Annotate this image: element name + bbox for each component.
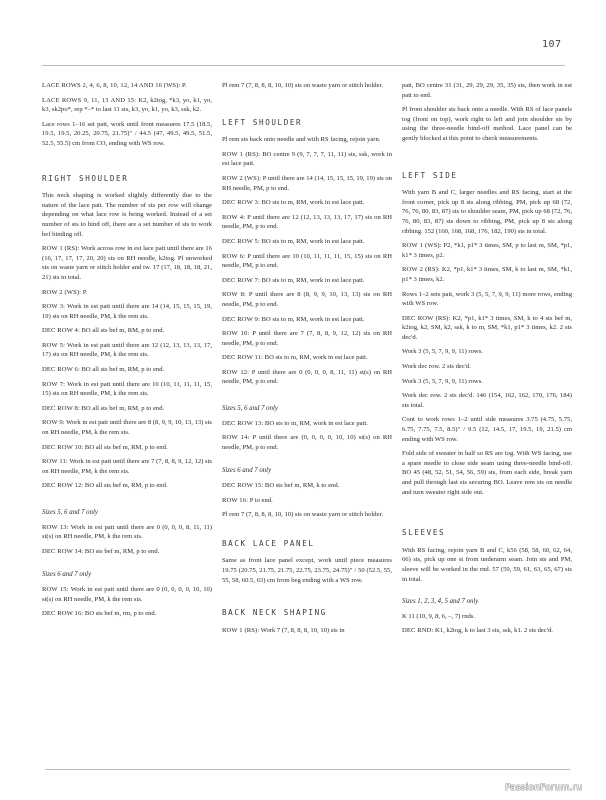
- instruction-row: ROW 8: P until there are 8 (8, 9, 9, 10, 13, 13) sts on RH needle, PM, p to end.: [222, 291, 392, 308]
- instruction-row: DEC ROW 14: BO sts bef m, RM, p to end.: [42, 547, 160, 555]
- instruction-row: DEC ROW 9: BO sts to m, RM, work in est lace patt.: [222, 315, 365, 323]
- rows-1-2-patt: Rows 1–2 sets patt, work 3 (5, 5, 7, 9, 9, 11) more rows, ending with WS row.: [402, 290, 572, 308]
- heading-sleeves: SLEEVES: [402, 528, 446, 538]
- instruction-row: DEC ROW 7: BO sts to m, RM, work in est lace patt.: [222, 276, 365, 284]
- lace-rows-summary: Lace rows 1–16 set patt, work until front measures 17.5 (18.5, 19.5, 19.5, 20.25, 20.75, 21.75)" / 44.5 (47, 49.5, 49.5, 51.5, 52.5, 55.5) cm from CO, ending with WS row.: [42, 120, 212, 147]
- instruction-row: ROW 2 (WS): P.: [42, 288, 88, 296]
- heading-left-side: LEFT SIDE: [402, 170, 458, 180]
- instruction-row: ROW 7: Work in est patt until there are 10 (10, 11, 11, 11, 15, 15) sts on RH needle, PM, k the rem sts.: [42, 380, 212, 398]
- instruction-row: DEC ROW 15: BO sts bef m, RM, k to end.: [222, 482, 340, 490]
- right-shoulder-intro: This neck shaping is worked slightly differently due to the nature of the lace patt. The number of sts per row will change depending on what lace row is being worked. Instead of a set number of sts to bind off, there are a set number of sts to work bef binding off.: [42, 192, 212, 238]
- instruction-row: ROW 9: Work in est patt until there are 8 (8, 9, 9, 10, 13, 13) sts on RH needle, PM, k the rem sts.: [42, 419, 212, 437]
- watermark: PassionForum.ru: [505, 783, 583, 793]
- instruction-row: DEC RND: K1, k2tog, k to last 3 sts, ssk, k1. 2 sts dec'd.: [402, 627, 553, 635]
- instruction-row: ROW 11: Work in est patt until there are 7 (7, 8, 8, 9, 12, 12) sts on RH needle, PM, k the rem sts.: [42, 458, 212, 475]
- subheading-sizes-5-6-7: Sizes 5, 6 and 7 only: [222, 405, 278, 413]
- instruction-row: DEC ROW 5: BO sts to m, RM, work in est lace patt.: [222, 237, 365, 245]
- instruction-row: ROW 1 (RS): BO centre 9 (9, 7, 7, 7, 11, 11) sts, ssk, work in est lace patt.: [222, 150, 392, 168]
- left-shoulder-intro: Pl rem sts back onto needle and with RS facing, rejoin yarn.: [222, 136, 381, 144]
- heading-right-shoulder: RIGHT SHOULDER: [42, 173, 129, 183]
- subheading-sizes-6-7: Sizes 6 and 7 only: [42, 571, 92, 579]
- instruction-row: DEC ROW 11: BO sts to m, RM, work in est lace patt.: [222, 354, 368, 362]
- instruction-row: ROW 2 (WS): P until there are 14 (14, 15, 15, 15, 19, 19) sts on RH needle, PM, p to end.: [222, 174, 392, 192]
- instruction-row: ROW 2 (RS): K2, *p1, k1* 3 times, SM, k to last m, SM, *k1, p1* 3 times, k2.: [402, 266, 573, 283]
- instruction-row: DEC ROW 10: BO all sts bef m, RM, p to end.: [42, 443, 168, 451]
- heading-left-shoulder: LEFT SHOULDER: [222, 117, 303, 127]
- subheading-sizes-1-2-3-4-5-7: Sizes 1, 2, 3, 4, 5 and 7 only: [402, 598, 479, 606]
- heading-back-lace-panel: BACK LACE PANEL: [222, 538, 315, 548]
- column-2: [222, 81, 392, 640]
- work-rows: Work 3 (5, 5, 7, 9, 9, 11) rows.: [402, 377, 483, 385]
- work-rows: Work 3 (5, 5, 7, 9, 9, 11) rows.: [402, 348, 483, 356]
- instruction-row: ROW 1 (RS): Work 7 (7, 8, 8, 8, 10, 10) sts in: [222, 626, 345, 634]
- subheading-sizes-5-6-7: Sizes 5, 6 and 7 only: [42, 509, 98, 516]
- instruction-row: DEC ROW 4: BO all sts bef m, RM, p to end.: [42, 327, 165, 335]
- lace-rows-even: LACE ROWS 2, 4, 6, 8, 10, 12, 14 AND 16 (WS): P.: [42, 82, 187, 89]
- instruction-row: ROW 1 (WS): P2, *k1, p1* 3 times, SM, p to last m, SM, *p1, k1* 3 times, p2.: [402, 242, 572, 259]
- knit-rounds: K 11 (10, 9, 8, 6, –, 7) rnds.: [402, 612, 476, 620]
- place-remaining-sts: Pl rem 7 (7, 8, 8, 8, 10, 10) sts on waste yarn or stitch holder.: [222, 82, 383, 89]
- sleeves-intro: With RS facing, rejoin yarn B and C, k56 (58, 58, 60, 62, 64, 66) sts, pick up one st from underarm seam. Join sts and PM, sleeve will be worked in the rnd. 57 (59, 59, 61, 63, 65, 67) sts in total.: [402, 546, 572, 583]
- work-dec-row: Work dec row. 2 sts dec'd.: [402, 363, 471, 371]
- instruction-row: ROW 4: P until there are 12 (12, 13, 13, 13, 17, 17) sts on RH needle, PM, p to end.: [222, 213, 392, 231]
- lace-rows-odd: LACE ROWS 9, 11, 13 AND 15: K2, k2tog, *k3, yo, k1, yo, k3, sk2po*, rep *–* to last 11 sts, k3, yo, k1, yo, k3, ssk, k2.: [42, 96, 213, 114]
- instruction-row: ROW 13: Work in est patt until there are 0 (0, 0, 0, 8, 11, 11) st(s) on RH needle, PM, k the rem sts.: [42, 523, 212, 541]
- column-3: [402, 81, 572, 641]
- instruction-row: DEC ROW 8: BO all sts bef m, RM, p to end.: [42, 404, 165, 412]
- back-lace-panel-text: Same as front lace panel except, work until piece measures 19.75 (20.75, 21.75, 21.75, 22.75, 23.75, 24.75)" / 50 (52.5, 55, 55, 58, 60.5, 63) cm from beg ending with a WS row.: [222, 557, 392, 584]
- bottom-rule: [45, 769, 570, 770]
- instruction-row: ROW 15: Work in est patt until there are 0 (0, 0, 0, 0, 10, 10) st(s) on RH needle, PM, k the rem sts.: [42, 585, 212, 603]
- instruction-row: ROW 1 (RS): Work across row in est lace patt until there are 16 (16, 17, 17, 17, 20, 20) sts on RH needle, k2tog. Pl unworked sts on waste yarn or stitch holder and tw. 17 (17, 18, 18, 18, 21, 21) sts in total.: [42, 245, 213, 281]
- continue-rows: Cont to work rows 1–2 until side measures 3.75 (4.75, 5.75, 6.75, 7.75, 7.5, 8.5)" / 9.5 (12, 14.5, 17, 19.5, 19, 21.5) cm ending with WS row.: [402, 416, 572, 443]
- left-side-intro: With yarn B and C, larger needles and RS facing, start at the front corner, pick up 8 sts along ribbing, PM, pick up 68 (72, 76, 76, 80, 83, 87) sts to shoulder seam, PM, pick up 68 (72, 76, 76, 80, 83, 87) sts down to ribbing, PM, pick up 8 sts along ribbing. 152 (160, 168, 168, 176, 182, 190) sts in total.: [402, 189, 572, 235]
- instruction-row: DEC ROW 16: BO sts bef m, rm, p to end.: [42, 610, 157, 618]
- fold-side: Fold side of sweater in half so RS are tog. With WS facing, use a spare needle to close side seam using three-needle bind-off. BO 45 (48, 52, 51, 54, 56, 59) sts, from each side, break yarn and pull through last sts securing BO. Leave rem sts on needle and turn sweater right side out.: [402, 450, 572, 496]
- column-1: [42, 81, 212, 624]
- instruction-row: DEC ROW 3: BO sts to m, RM, work in est lace patt.: [222, 199, 365, 207]
- top-rule: [42, 65, 565, 66]
- instruction-row: DEC ROW 6: BO all sts bef m, RM, p to end.: [42, 366, 165, 374]
- join-shoulders: Pl front shoulder sts back onto a needle. With RS of lace panels tog (front on top), work right to left and join shoulder sts by using the three-needle bind-off method. Lace panel can be gently blocked at this point to check measurements.: [402, 106, 572, 142]
- heading-back-neck-shaping: BACK NECK SHAPING: [222, 608, 327, 618]
- instruction-row: ROW 3: Work in est patt until there are 14 (14, 15, 15, 15, 19, 19) sts on RH needle, PM, k the rem sts.: [42, 303, 212, 320]
- subheading-sizes-6-7: Sizes 6 and 7 only: [222, 467, 272, 475]
- instruction-row: ROW 12: P until there are 0 (0, 0, 0, 8, 11, 11) st(s) on RH needle, PM, p to end.: [222, 368, 392, 386]
- back-neck-continued: patt, BO centre 31 (31, 29, 29, 29, 35, 35) sts, then work in est patt to end.: [402, 82, 572, 99]
- instruction-row: ROW 14: P until there are (0, 0, 0, 0, 10, 10) st(s) on RH needle, PM, p to end.: [222, 434, 392, 451]
- instruction-row: ROW 10: P until there are 7 (7, 8, 8, 9, 12, 12) sts on RH needle, PM, p to end.: [222, 330, 392, 347]
- place-remaining-sts: Pl rem 7 (7, 8, 8, 8, 10, 10) sts on waste yarn or stitch holder.: [222, 511, 383, 519]
- instruction-row: DEC ROW 13: BO sts to m, RM, work in est lace patt.: [222, 419, 368, 427]
- instruction-row: DEC ROW (RS): K2, *p1, k1* 3 times, SM, k to 4 sts bef m, k2tog, k2, SM, k2, ssk, k to m, SM, *k1, p1* 3 times, k2. 2 sts dec'd.: [402, 314, 572, 341]
- instruction-row: ROW 6: P until there are 10 (10, 11, 11, 11, 15, 15) sts on RH needle, PM, p to end.: [222, 252, 392, 270]
- work-dec-row: Work dec row. 2 sts dec'd. 146 (154, 162, 162, 170, 176, 184) sts total.: [402, 392, 572, 409]
- instruction-row: ROW 5: Work in est patt until there are 12 (12, 13, 13, 13, 17, 17) sts on RH needle, PM, k the rem sts.: [42, 341, 212, 359]
- instruction-row: ROW 16: P to end.: [222, 496, 273, 504]
- page-number: 107: [542, 39, 562, 50]
- instruction-row: DEC ROW 12: BO all sts bef m, RM, p to end.: [42, 482, 168, 490]
